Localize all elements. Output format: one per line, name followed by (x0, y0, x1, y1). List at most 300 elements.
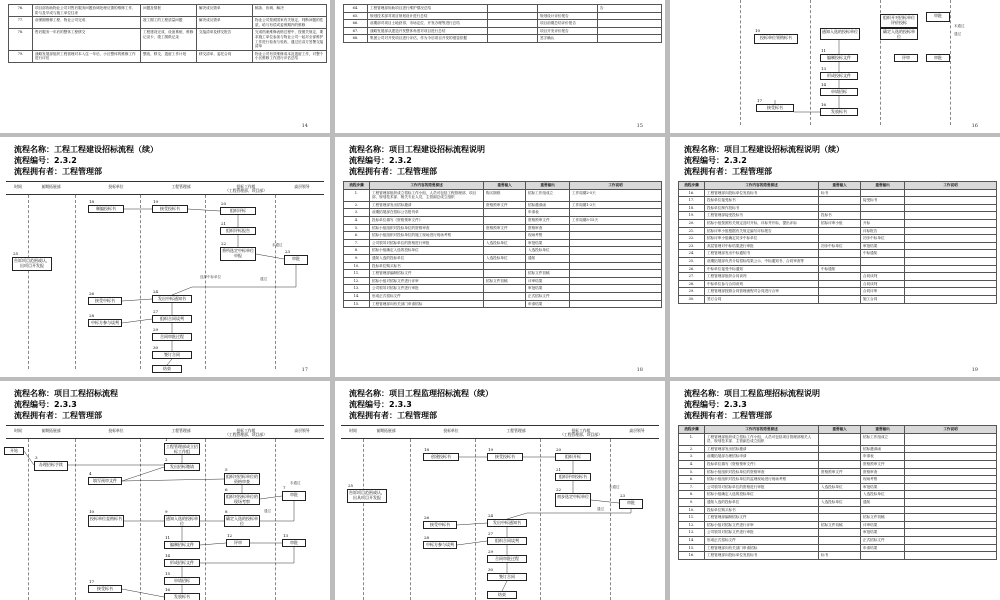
step-label: 签订合同 (499, 574, 515, 579)
step-number: 2 (165, 457, 168, 462)
table-row (679, 476, 997, 484)
table-cell: 招标文件初稿 (861, 514, 905, 522)
table-cell (905, 460, 997, 468)
step-number: 27 (153, 309, 159, 314)
table-cell: 签订合同 (705, 295, 819, 303)
table-cell: 78. (9, 29, 33, 50)
table-cell: 13. (679, 529, 705, 537)
table-cell (526, 262, 570, 270)
page-number: 15 (636, 123, 643, 129)
table-cell: 资格审查 (526, 224, 570, 232)
step-number: 4 (89, 471, 92, 476)
table-cell: 战略发展部从建造开发整体角度对项目进行总结 (368, 27, 488, 35)
table-cell: 工作周期2-5天 (570, 189, 662, 201)
table-cell: 79. (9, 50, 33, 62)
lane-label: 前期拓展部 (41, 184, 61, 189)
step-number: 7 (283, 485, 286, 490)
step-label: 签订合同 (164, 352, 180, 357)
table-cell: 入选投标单位 (819, 498, 861, 506)
table-cell: 开标 (861, 219, 905, 227)
table-row (679, 265, 997, 273)
table-cell: 通知入选的投标单位 (370, 254, 484, 262)
table-cell: 审批结果 (526, 239, 570, 247)
table-cell (570, 262, 662, 270)
table-cell (488, 12, 538, 20)
step-label: 将所选定中标单位申报 (222, 248, 254, 258)
step-number: 1 (165, 437, 168, 442)
connector-line (122, 479, 224, 481)
table-cell: 工作周期1-2天 (570, 201, 662, 209)
table-cell: 评审结果 (861, 521, 905, 529)
page-16 (670, 0, 1000, 133)
flow-box: 组织开对招标单位评价投标 (880, 14, 918, 28)
table-cell: 前保期维修工程、物业公司完成 (33, 17, 141, 29)
table-cell: 8. (679, 491, 705, 499)
table-cell: 招标文件初稿 (484, 277, 526, 285)
table-cell: 初步中标单位 (819, 242, 861, 250)
column-header: 重要输入 (819, 182, 861, 190)
table-cell: 21. (679, 227, 705, 235)
table-cell: 15. (679, 544, 705, 552)
table-row (344, 247, 662, 255)
table-cell: 竣工期工的工程质量问题 (141, 17, 197, 29)
table-cell: 入选投标单位 (526, 247, 570, 255)
connector-line (122, 467, 164, 481)
process-owner: 流程拥有者：工程管理部 (349, 167, 437, 176)
table-cell: 12. (344, 277, 370, 285)
table-cell (819, 288, 861, 296)
table-cell: 30. (679, 295, 705, 303)
table-cell: 通知 (861, 498, 905, 506)
process-owner: 流程拥有者：工程管理部 (349, 411, 437, 420)
table-cell: 移交清单、委托合同 (197, 50, 253, 62)
table-row (679, 498, 997, 506)
table-cell: 3. (679, 453, 705, 461)
page-number: 19 (971, 367, 978, 373)
table-row (679, 514, 997, 522)
table-row (344, 201, 662, 209)
step-label: 合同审批过程 (495, 556, 519, 561)
column-header: 重要输出 (861, 182, 905, 190)
step-label: 结束 (498, 592, 506, 597)
table-cell: 招标小组确定入选的投标单位 (705, 491, 819, 499)
step-label: 发放标书 (174, 594, 190, 599)
table-row (679, 468, 997, 476)
step-label: 初步选定中标单位 (557, 494, 589, 499)
table-cell (905, 204, 997, 212)
step-number: 24 (488, 513, 494, 518)
table-header-row (679, 182, 997, 190)
step-number: 20 (556, 447, 562, 452)
table-cell (905, 453, 997, 461)
connector-line (122, 589, 164, 597)
step-number: 22 (556, 487, 562, 492)
table-row (679, 506, 997, 514)
table-cell: 工程管理部发出招标邀请 (705, 445, 819, 453)
step-number: 25 (348, 483, 354, 488)
table-cell: 5. (679, 468, 705, 476)
table-cell: 通知入选的投标单位 (705, 498, 819, 506)
table-cell (905, 212, 997, 220)
process-name: 流程名称：项目工程招标流程 (14, 389, 118, 398)
step-label: 告诉项目范围或认，出项目开发报 (14, 258, 50, 268)
table-cell: 招标小组对招标文件进行评审 (370, 277, 484, 285)
column-header: 重要输出 (861, 426, 905, 434)
description-table (343, 181, 662, 308)
table-cell: 高层管理对中标结果进行审批 (705, 242, 819, 250)
step-label: 办理招标手续 (39, 462, 63, 467)
table-cell: 资格预审文件 (819, 468, 861, 476)
table-cell (861, 506, 905, 514)
table-row (344, 232, 662, 240)
page-14 (0, 0, 330, 133)
connector-line (24, 451, 34, 465)
table-cell (570, 285, 662, 293)
table-cell (861, 552, 905, 560)
step-number: 14 (821, 82, 827, 87)
step-number: 10 (755, 28, 761, 33)
table-cell: 工程管理部编制招标文件 (705, 514, 819, 522)
table-cell: 审批结果 (526, 285, 570, 293)
table-cell: 14. (679, 536, 705, 544)
table-cell: 前期拓展部负责分装招标结果公示、中标通知书、合同审查等 (705, 257, 819, 265)
process-code: 流程编号：2.3.3 (349, 400, 412, 409)
process-code: 流程编号：2.3.2 (684, 156, 747, 165)
lane-label: 时间 (14, 184, 22, 189)
connector-line (591, 500, 619, 503)
table-cell (861, 257, 905, 265)
table-cell (598, 12, 662, 20)
table-row (679, 242, 997, 250)
table-cell: 招标工作组成立 (861, 433, 905, 445)
step-number: 14 (165, 553, 171, 558)
table-cell (905, 552, 997, 560)
step-label: 审批 (627, 500, 635, 505)
column-header: 流程步骤 (344, 182, 370, 190)
connector-line (507, 509, 631, 519)
process-code: 流程编号：2.3.3 (684, 400, 747, 409)
step-number: 15 (165, 571, 171, 576)
column-header: 工作说明 (905, 182, 997, 190)
table-cell: 投标单位填写《资格预审文件》 (705, 460, 819, 468)
table-row (679, 235, 997, 243)
table-row (679, 529, 997, 537)
step-number: 8 (225, 509, 228, 514)
table-cell (598, 20, 662, 28)
step-label: 接受标书 (97, 586, 113, 591)
step-number: 18 (89, 199, 95, 204)
table-cell: 4. (679, 460, 705, 468)
connector-line (122, 299, 152, 301)
step-number: 23 (620, 493, 626, 498)
table-cell: 6. (679, 476, 705, 484)
table-cell: 公司领导对招标文件进行审批 (370, 285, 484, 293)
table-cell: 招标文件初稿 (819, 521, 861, 529)
connector-line (256, 254, 284, 259)
table-cell (905, 536, 997, 544)
branch-label: 本通过 (954, 24, 965, 28)
table-cell: 3. (344, 209, 370, 217)
table-cell (905, 189, 997, 197)
table-cell (570, 247, 662, 255)
table-cell: 投标单位购买标书 (370, 262, 484, 270)
step-label: 申请招标 (174, 578, 190, 583)
step-number: 9 (165, 509, 168, 514)
process-owner: 流程拥有者：工程管理部 (14, 411, 102, 420)
table-row (344, 277, 662, 285)
table-cell: 资格预审文件 (526, 216, 570, 224)
table-row (344, 27, 662, 35)
step-number: 30 (488, 567, 494, 572)
table-cell (905, 544, 997, 552)
table-cell: 工程建设完成、设备系统、维修记录卡、竣工图纸记录 (141, 29, 197, 50)
table-cell: 解决成反馈单 (197, 17, 253, 29)
table-cell: 标书 (819, 552, 861, 560)
table-cell: 审批结果 (861, 483, 905, 491)
table-cell (570, 300, 662, 308)
table-row (344, 239, 662, 247)
page-20 (0, 381, 330, 600)
table-cell: 招标工作组成立 (526, 189, 570, 201)
table-cell: 前期部对项目土地获得、市场定位、开发办理等进行总结 (368, 20, 488, 28)
page-22 (670, 381, 1000, 600)
table-cell: 合同谈判 (861, 280, 905, 288)
step-label: 发出中标通知书 (493, 520, 521, 525)
step-label: 制编投标书 (96, 206, 116, 211)
table-cell (484, 247, 526, 255)
table-row (344, 189, 662, 201)
table-cell: 完成档案维修表格过程中，按照关规定，要求施工单位参加与物业公司一起对全部维护工作进行检查与验收，通过后双方签署交接清单 (253, 29, 327, 50)
table-row (9, 50, 327, 62)
table-row (344, 300, 662, 308)
table-cell: 16. (679, 189, 705, 197)
step-number: 28 (89, 313, 95, 318)
table-cell (905, 280, 997, 288)
page-15 (335, 0, 665, 133)
lane-label: 招标工作组 （工程管理部、项目部） (225, 184, 267, 194)
page-19 (670, 137, 1000, 377)
step-number: 24 (153, 289, 159, 294)
step-label: 接受中标书 (430, 522, 450, 527)
table-cell: 工程管理部组织成立招标工作小组，人员可包括项目管理部相关人员、规划技术部、主管副总成立组织 (705, 433, 819, 445)
table-cell: 4. (344, 216, 370, 224)
connector-line (200, 543, 226, 545)
table-row (679, 288, 997, 296)
table-cell: 5. (344, 224, 370, 232)
step-label: 投标单位直购标书 (90, 516, 122, 521)
table-cell (484, 285, 526, 293)
table-cell: 16. (679, 552, 705, 560)
step-label: 组织对招标单位的资格审查 (226, 474, 258, 484)
step-number: 10 (89, 509, 95, 514)
table-cell: 68. (344, 35, 368, 43)
table-cell (819, 204, 861, 212)
table-row (344, 5, 662, 13)
table-cell: 招标小组对招标文件进行评审 (705, 521, 819, 529)
column-header: 流程步骤 (679, 182, 705, 190)
table-cell: 招标小组组织对投标单位的资格审查 (705, 468, 819, 476)
table-cell: 形成正式招标文件 (370, 292, 484, 300)
table-cell: 工程管理部组织成立招标工作小组，人员可包括工程管理部、项目部、规划技术部、相关专业人员，主管副总成立组织 (370, 189, 484, 201)
table-cell (819, 476, 861, 484)
step-label: 中标方参与谈判 (426, 542, 454, 547)
table-cell: 工作周期5-15天 (570, 216, 662, 224)
table-cell (484, 300, 526, 308)
connector-line (172, 265, 296, 295)
table-cell: 22. (679, 235, 705, 243)
connector-line (200, 547, 294, 563)
table-row (679, 219, 997, 227)
table-cell (484, 270, 526, 278)
table-cell (905, 491, 997, 499)
table-cell (905, 295, 997, 303)
flow-connectors (0, 137, 330, 377)
branch-label: 选择中标单位 (200, 275, 221, 279)
table-cell: 审批结果 (861, 242, 905, 250)
table-row (679, 257, 997, 265)
step-label: 合同审批过程 (160, 334, 184, 339)
table-cell: 项目开发评价报告 (538, 27, 598, 35)
table-cell: 物业公司有效维修成本及遗留工作，对整个小区维修工作进行评估总结 (253, 50, 327, 62)
table-row (679, 204, 997, 212)
step-label: 确定入选的投标单位 (226, 516, 258, 526)
table-cell: 工程管理部编制招标文件 (370, 270, 484, 278)
page-18 (335, 137, 665, 377)
table-cell: 中标通知 (819, 265, 861, 273)
branch-label: 通过 (954, 32, 961, 36)
branch-label: 通过 (264, 509, 271, 513)
table-cell: 26. (679, 265, 705, 273)
table-cell (905, 219, 997, 227)
table-cell: 11. (679, 514, 705, 522)
table-cell: 解决成反馈单 (197, 5, 253, 17)
table-cell (819, 257, 861, 265)
table-cell (905, 468, 997, 476)
step-number: 3 (35, 455, 38, 460)
step-number: 26 (424, 515, 430, 520)
table-cell (819, 529, 861, 537)
table-cell: 集团公司对开发项目进行评估，作为今后项目开发的借鉴依据 (368, 35, 488, 43)
table-cell: 工程管理部向有关部门申请招标 (370, 300, 484, 308)
lane-label: 投标单位 (443, 428, 459, 433)
table-cell: 工程管理部接受投标书 (705, 212, 819, 220)
branch-label: 通过 (260, 277, 267, 281)
table-cell (905, 506, 997, 514)
table-row (344, 254, 662, 262)
table-cell: 投标单位制作投标书 (705, 204, 819, 212)
table-cell (488, 5, 538, 13)
table-cell (819, 197, 861, 205)
table-cell: 资格预审文件 (861, 460, 905, 468)
step-label: 组织评标报告 (226, 228, 250, 233)
lane-label: 招标工作组 （工程管理部、项目部） (560, 428, 602, 438)
table-row (344, 262, 662, 270)
table-cell (819, 280, 861, 288)
lane-label: 工程管理部 (171, 184, 191, 189)
decision-box: 审批 (926, 12, 950, 22)
step-number: 27 (488, 531, 494, 536)
flow-connectors (335, 381, 665, 600)
step-number: 21 (221, 221, 227, 226)
lane-label: 招标工作组 （工程管理部、项目部） (225, 428, 267, 438)
table-cell: 初步中标单位 (861, 235, 905, 243)
step-label: 创建投标书 (431, 454, 451, 459)
step-number: 16 (821, 102, 827, 107)
table-cell: 施工合同 (861, 295, 905, 303)
table-cell (819, 227, 861, 235)
step-label: 发出招标邀请 (170, 464, 194, 469)
table-cell: 6. (344, 232, 370, 240)
table-row (344, 209, 662, 217)
table-cell: 交接清单及移交报告 (197, 29, 253, 50)
table-cell: 工程管理部按照合同管理流程对合同进行合审 (705, 288, 819, 296)
table-cell: 64. (344, 5, 368, 13)
table-cell (905, 498, 997, 506)
table-cell (905, 445, 997, 453)
step-label: 编制招标文件 (170, 542, 194, 547)
table-row (679, 433, 997, 445)
table-cell (905, 476, 997, 484)
table-cell: 售后服务一年后的整体工程移交 (33, 29, 141, 50)
table-cell: 17. (679, 197, 705, 205)
table-cell: 27. (679, 273, 705, 281)
step-number: 19 (488, 447, 494, 452)
lane-label: 工程管理部 (506, 428, 526, 433)
table-cell: 15. (344, 300, 370, 308)
table-cell: 招标小组按照有关规定及时开标，评标并开标，提出评标 (705, 219, 819, 227)
flow-connectors (0, 381, 330, 600)
step-label: 发出中标通知书 (158, 296, 186, 301)
column-header: 工作说明 (905, 426, 997, 434)
process-code: 流程编号：2.3.2 (349, 156, 412, 165)
table-cell (861, 265, 905, 273)
table-cell: 规划设计评价报告 (538, 12, 598, 20)
table-cell (570, 232, 662, 240)
step-number: 13 (821, 66, 827, 71)
table-cell: 申请表 (861, 453, 905, 461)
step-number: 17 (757, 98, 763, 103)
connector-line (188, 209, 220, 211)
step-number: 17 (89, 579, 95, 584)
table-cell: 13. (344, 285, 370, 293)
table-cell: 77. (9, 17, 33, 29)
table-cell: 12. (679, 521, 705, 529)
step-number: 18 (424, 447, 430, 452)
table-cell (819, 250, 861, 258)
table-cell: 投标单位购买标书 (705, 506, 819, 514)
table-row (679, 483, 997, 491)
lane-label: 高层领导 (629, 428, 645, 433)
table-cell (570, 277, 662, 285)
table-row (9, 29, 327, 50)
step-label: 组织评标 (230, 208, 246, 213)
column-header: 工作说明 (570, 182, 662, 190)
table-cell (819, 514, 861, 522)
description-table (343, 4, 662, 43)
decision-box: 评审 (894, 54, 918, 62)
step-label: 接受标书 (767, 105, 783, 110)
lane-label: 时间 (349, 428, 357, 433)
step-number: 23 (285, 249, 291, 254)
table-cell: 公司领导对招标单位的资格进行审批 (705, 483, 819, 491)
table-cell: 1. (344, 189, 370, 201)
step-label: 组织合同谈判 (495, 538, 519, 543)
table-cell: 9. (344, 254, 370, 262)
column-header: 工作内容的简要描述 (705, 426, 819, 434)
table-cell: 通知 (526, 254, 570, 262)
table-cell: 中标单位参与合同谈判 (705, 280, 819, 288)
table-cell: 资格预审文件 (484, 224, 526, 232)
